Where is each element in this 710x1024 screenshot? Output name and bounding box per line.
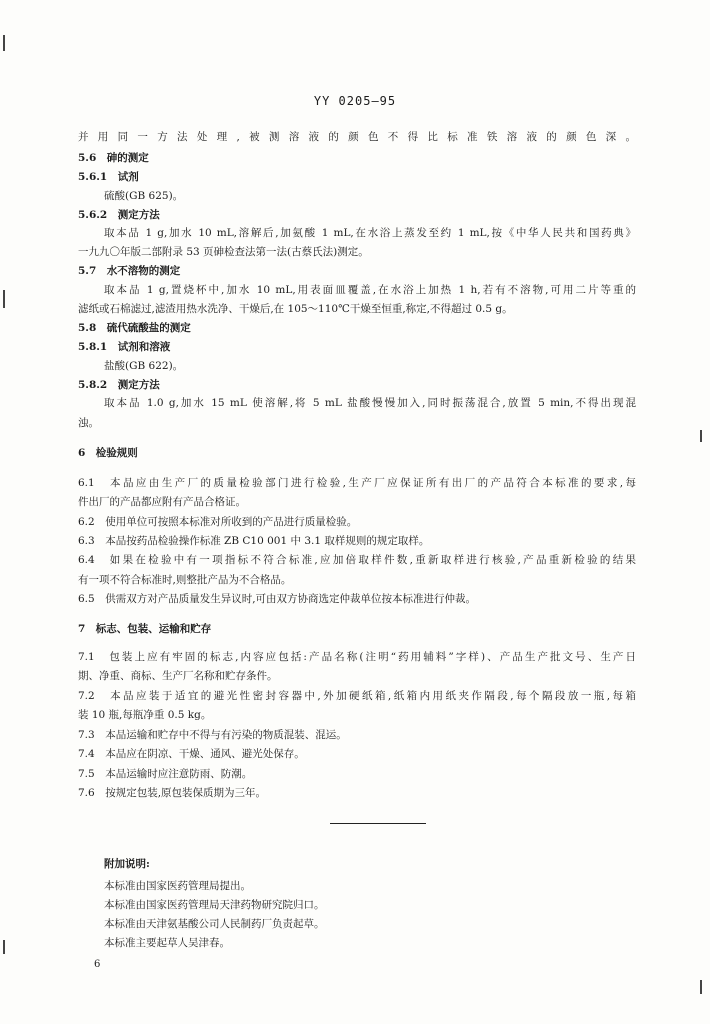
section-heading: 5.6.2 测定方法 (78, 209, 160, 221)
body-line: 6.5 供需双方对产品质量发生异议时,可由双方协商选定仲裁单位按本标准进行仲裁。 (78, 593, 477, 605)
scan-mark (3, 940, 5, 954)
chapter-heading: 7 标志、包装、运输和贮存 (78, 623, 212, 635)
body-line: 取本品 1.0 g,加水 15 mL 使溶解,将 5 mL 盐酸慢慢加入,同时振荡混合,放置 5 min,不得出现混 (104, 397, 636, 409)
body-line: 7.4 本品应在阴凉、干燥、通风、避光处保存。 (78, 748, 305, 760)
body-line: 取本品 1 g,置烧杯中,加水 10 mL,用表面皿覆盖,在水浴上加热 1 h,若有不溶物,可用二片等重的 (104, 284, 636, 296)
body-line: 浊。 (78, 417, 99, 429)
section-heading: 5.8 硫代硫酸盐的测定 (78, 322, 191, 334)
body-line: 7.6 按规定包装,原包装保质期为三年。 (78, 787, 267, 799)
body-line: 滤纸或石棉滤过,滤渣用热水洗净、干燥后,在 105～110℃干燥至恒重,称定,不得超过 0.5 g。 (78, 303, 513, 315)
note-item: 本标准由国家医药管理局提出。 (104, 880, 251, 892)
body-line: 有一项不符合标准时,则整批产品为不合格品。 (78, 574, 292, 586)
body-line: 7.1 包装上应有牢固的标志,内容应包括:产品名称(注明“药用辅料”字样)、产品生产批文号、生产日 (78, 651, 636, 663)
body-line: 盐酸(GB 622)。 (104, 360, 184, 372)
body-line: 6.2 使用单位可按照本标准对所收到的产品进行质量检验。 (78, 516, 358, 528)
body-line: 7.2 本品应装于适宜的避光性密封容器中,外加硬纸箱,纸箱内用纸夹作隔段,每个隔段放一瓶,每箱 (78, 690, 636, 702)
body-line: 装 10 瓶,每瓶净重 0.5 kg。 (78, 709, 212, 721)
body-line: 7.3 本品运输和贮存中不得与有污染的物质混装、混运。 (78, 729, 347, 741)
body-line: 并用同一方法处理,被测溶液的颜色不得比标准铁溶液的颜色深。 (78, 131, 636, 143)
chapter-heading: 6 检验规则 (78, 447, 138, 459)
body-line: 硫酸(GB 625)。 (104, 190, 184, 202)
body-line: 6.4 如果在检验中有一项指标不符合标准,应加倍取样件数,重新取样进行核验,产品重新检验的结果 (78, 554, 636, 566)
section-heading: 5.6 砷的测定 (78, 152, 149, 164)
body-line: 期、净重、商标、生产厂名称和贮存条件。 (78, 670, 278, 682)
divider (330, 823, 426, 824)
body-line: 件出厂的产品都应附有产品合格证。 (78, 496, 246, 508)
body-line: 取本品 1 g,加水 10 mL,溶解后,加氨酸 1 mL,在水浴上蒸发至约 1 mL,按《中华人民共和国药典》 (104, 227, 636, 239)
body-line: 一九九〇年版二部附录 53 页砷检查法第一法(古蔡氏法)测定。 (78, 246, 369, 258)
page-header: YY 0205—95 (313, 94, 397, 108)
note-item: 本标准主要起草人吴津春。 (104, 937, 230, 949)
section-heading: 5.6.1 试剂 (78, 171, 139, 183)
notes-title: 附加说明: (104, 858, 150, 870)
section-heading: 5.8.2 测定方法 (78, 379, 160, 391)
scan-mark (700, 430, 702, 442)
scan-mark (700, 980, 702, 994)
note-item: 本标准由天津氨基酸公司人民制药厂负责起草。 (104, 918, 325, 930)
page-number: 6 (94, 959, 101, 970)
body-line: 6.1 本品应由生产厂的质量检验部门进行检验,生产厂应保证所有出厂的产品符合本标准的要求,每 (78, 477, 636, 489)
section-heading: 5.8.1 试剂和溶液 (78, 341, 171, 353)
scan-mark (3, 290, 5, 308)
body-line: 7.5 本品运输时应注意防雨、防潮。 (78, 768, 253, 780)
body-line: 6.3 本品按药品检验操作标准 ZB C10 001 中 3.1 取样规则的规定取样。 (78, 535, 430, 547)
note-item: 本标准由国家医药管理局天津药物研究院归口。 (104, 899, 325, 911)
scan-mark (3, 35, 5, 51)
section-heading: 5.7 水不溶物的测定 (78, 265, 181, 277)
